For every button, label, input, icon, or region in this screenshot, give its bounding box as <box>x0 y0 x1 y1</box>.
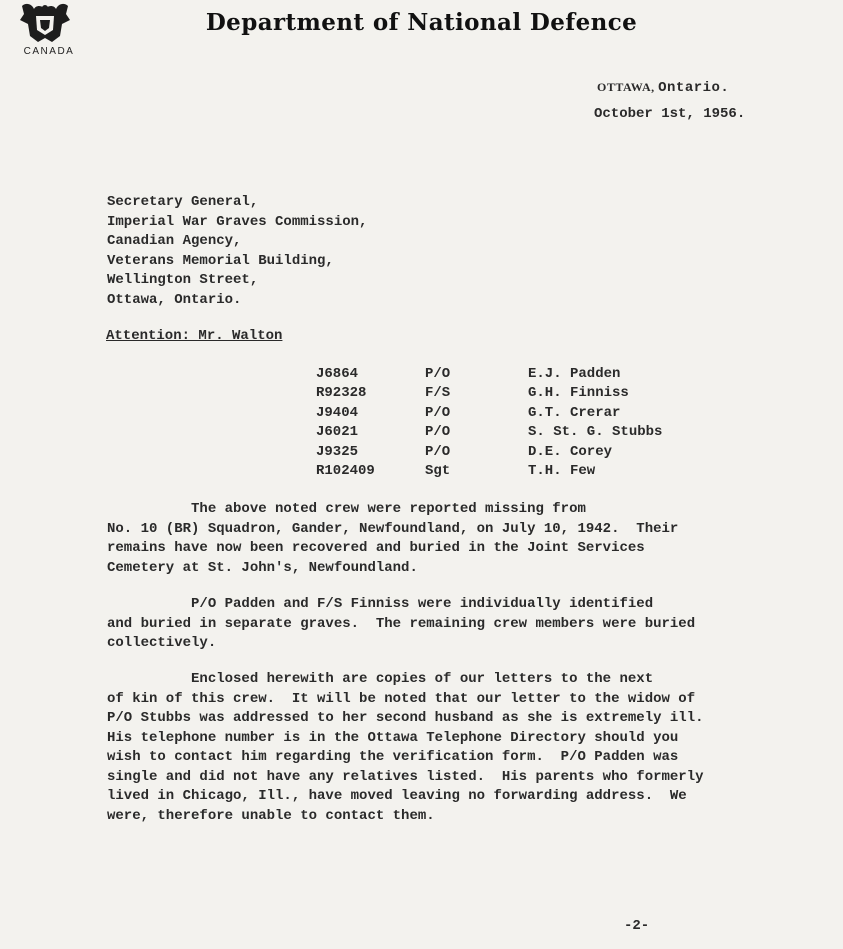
rank: P/O <box>425 404 451 421</box>
rank: P/O <box>425 424 451 441</box>
place-line <box>597 80 729 96</box>
crew-row <box>316 462 662 481</box>
crew-name: T.H. Few <box>528 463 596 480</box>
rank: Sgt <box>425 463 451 480</box>
rank: P/O <box>425 366 451 382</box>
service-number: J6864 <box>316 366 359 382</box>
service-number: J9325 <box>316 443 359 460</box>
address-line: Ottawa, Ontario. <box>107 291 242 308</box>
service-number: J9404 <box>316 404 359 421</box>
address-line: Wellington Street, <box>107 272 259 289</box>
crew-row <box>316 443 662 462</box>
crew-name: G.T. Crerar <box>528 404 621 421</box>
service-number: R102409 <box>316 463 375 480</box>
crew-name: G.H. Finniss <box>528 385 629 402</box>
recipient-address <box>107 193 367 311</box>
crew-name: D.E. Corey <box>528 443 613 460</box>
city: OTTAWA, <box>597 80 655 94</box>
attention-line: Attention: Mr. Walton <box>106 328 283 344</box>
address-line: Secretary General, <box>107 194 259 210</box>
crew-name: S. St. G. Stubbs <box>528 424 663 441</box>
province: Ontario. <box>658 80 730 96</box>
body-paragraph: The above noted crew were reported missing from No. 10 (BR) Squadron, Gander, Newfoundland, on July 10, 1942. Their remains have now been recovered and buried in the Joint Services Cemetery at St. John's, Newfoundland. <box>107 501 679 576</box>
rank: F/S <box>425 385 451 402</box>
address-line: Canadian Agency, <box>107 233 242 250</box>
address-line: Veterans Memorial Building, <box>107 252 334 269</box>
crew-row <box>316 423 662 442</box>
address-line: Imperial War Graves Commission, <box>107 213 368 230</box>
country-label: CANADA <box>23 46 75 57</box>
crew-row <box>316 365 662 384</box>
service-number: R92328 <box>316 385 367 402</box>
crew-row <box>316 384 662 403</box>
crew-row <box>316 404 662 423</box>
crew-list <box>316 365 662 481</box>
department-title: Department of National Defence <box>205 9 638 36</box>
service-number: J6021 <box>316 424 359 441</box>
crew-name: E.J. Padden <box>528 366 621 382</box>
body-paragraph: P/O Padden and F/S Finniss were individually identified and buried in separate graves. The remaining crew members were buried collectively. <box>107 596 696 651</box>
rank: P/O <box>425 443 451 460</box>
letter-date: October 1st, 1956. <box>594 106 746 122</box>
page-number: -2- <box>624 918 650 934</box>
body-paragraph: Enclosed herewith are copies of our letters to the next of kin of this crew. It will be noted that our letter to the widow of P/O Stubbs was addressed to her second husband as she is extremely ill. His telephone number is in the Ottawa Telephone Directory should you wish to contact him regarding the verification form. P/O Padden was single and did not have any relatives listed. His parents who formerly lived in Chicago, Ill., have moved leaving no forwarding address. We were, therefore unable to contact them. <box>107 671 704 824</box>
